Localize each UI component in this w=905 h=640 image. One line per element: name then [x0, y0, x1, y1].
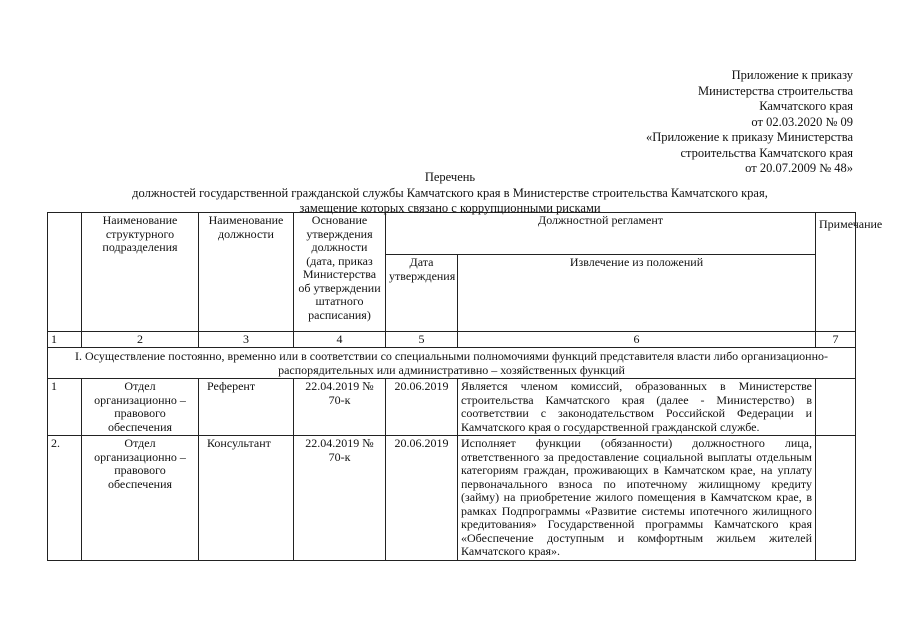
section-title: I. Осуществление постоянно, временно или в соответствии со специальными полномочиями функций представителя власти либо организационно-распорядительных или административно – хозяйственных функций — [48, 348, 856, 379]
row-unit: Отдел организационно – правового обеспечения — [82, 436, 199, 561]
header-cell-extract: Извлечение из положений — [458, 255, 816, 332]
header-cell-unit: Наименование структурного подразделения — [82, 213, 199, 332]
header-line: Камчатского края — [759, 99, 853, 113]
positions-table — [47, 212, 883, 561]
column-number: 7 — [816, 332, 856, 348]
header-line: Министерства строительства — [697, 83, 853, 98]
column-numbers-row — [48, 332, 856, 348]
title-line-2: должностей государственной гражданской службы Камчатского края в Министерстве строительства Камчатского края, — [132, 185, 768, 200]
column-number: 1 — [48, 332, 82, 348]
row-position: Референт — [199, 379, 294, 436]
section-row — [48, 348, 856, 379]
header-row — [48, 213, 856, 255]
title-line-3: замещение которых связано с коррупционными рисками — [299, 201, 601, 215]
column-number: 3 — [199, 332, 294, 348]
table-row — [48, 379, 856, 436]
document-header — [646, 68, 853, 177]
header-line: строительства Камчатского края — [680, 145, 853, 160]
column-number: 4 — [294, 332, 386, 348]
row-basis: 22.04.2019 № 70-к — [294, 436, 386, 561]
header-cell-regulation: Должностной регламент — [386, 213, 816, 255]
header-cell-basis: Основание утверждения должности (дата, приказ Министерства об утверждении штатного расписания) — [294, 213, 386, 332]
table-row — [48, 436, 856, 561]
row-position: Консультант — [199, 436, 294, 561]
header-line: от 02.03.2020 № 09 — [751, 114, 853, 129]
header-line: Приложение к приказу — [731, 68, 853, 82]
column-number: 2 — [82, 332, 199, 348]
title-line-1: Перечень — [424, 170, 476, 184]
document-title — [100, 170, 800, 217]
header-line: от 20.07.2009 № 48» — [745, 161, 853, 175]
column-number: 6 — [458, 332, 816, 348]
row-extract: Является членом комиссий, образованных в Министерстве строительства Камчатского края (далее - Министерство) в соответствии с законодательством Российской Федерации и Камчатского края о государственной гражданской службе. — [458, 379, 816, 436]
row-date: 20.06.2019 — [386, 379, 458, 436]
row-number: 2. — [48, 436, 82, 561]
header-line: «Приложение к приказу Министерства — [645, 130, 853, 144]
row-note — [816, 379, 856, 436]
row-date: 20.06.2019 — [386, 436, 458, 561]
row-unit: Отдел организационно – правового обеспечения — [82, 379, 199, 436]
header-cell-approval-date: Дата утверждения — [386, 255, 458, 332]
row-extract: Исполняет функции (обязанности) должностного лица, ответственного за предоставление социальной выплаты отдельным категориям граждан, проживающих в Камчатском крае, на уплату первоначального взноса по ипотечному жилищному кредиту (займу) на приобретение жилого помещения в Камчатском крае, в рамках Подпрограммы «Развитие системы ипотечного жилищного кредитования» Государственной программы Камчатского края «Обеспечение доступным и комфортным жильем жителей Камчатского края». — [458, 436, 816, 561]
row-note — [816, 436, 856, 561]
row-number: 1 — [48, 379, 82, 436]
header-cell-num — [48, 213, 82, 332]
header-cell-note: Примечание — [816, 213, 856, 332]
row-basis: 22.04.2019 № 70-к — [294, 379, 386, 436]
header-cell-position: Наименование должности — [199, 213, 294, 332]
column-number: 5 — [386, 332, 458, 348]
